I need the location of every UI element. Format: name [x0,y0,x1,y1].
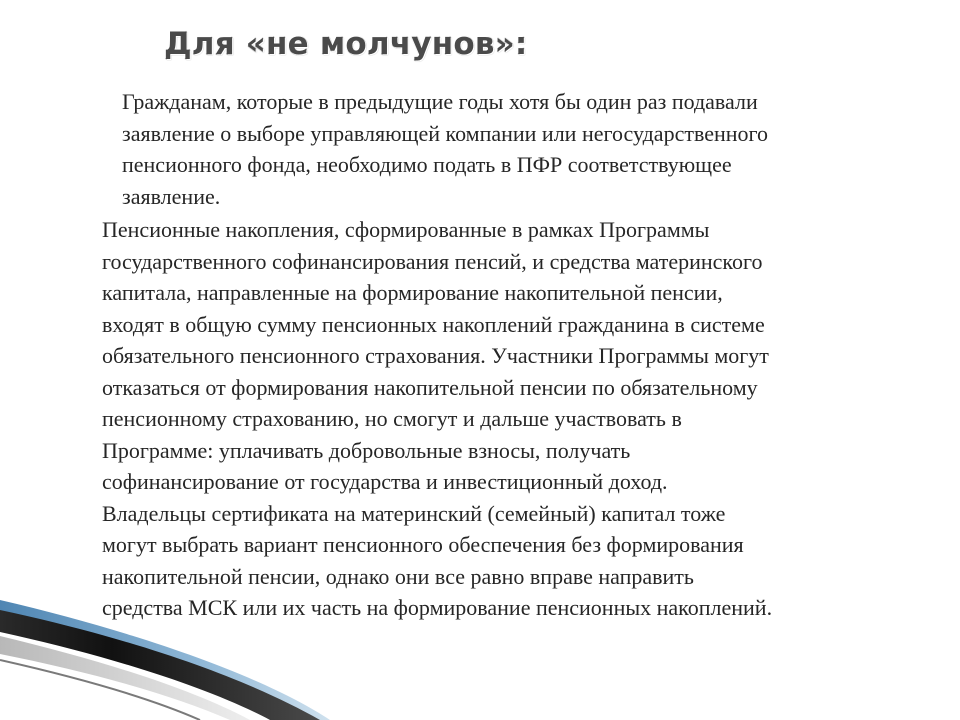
text-line: Программе: уплачивать добровольные взносы, получать [102,437,631,463]
text-line: средства МСК или их часть на формирование пенсионных накоплений. [102,595,773,620]
text-line: заявление. [122,183,221,209]
text-line: пенсионного фонда, необходимо подать в ПФР соответствующее [122,152,732,177]
text-line: пенсионному страхованию, но смогут и дальше участвовать в [102,406,682,431]
slide-title: Для «не молчунов»: [164,26,528,62]
text-line: накопительной пенсии, однако они все равно вправе направить [102,563,694,589]
text-line: Владельцы сертификата на материнский (семейный) капитал тоже [102,500,726,526]
page-curl-decoration [0,560,960,720]
slide-body [96,86,908,624]
text-line: Гражданам, которые в предыдущие годы хотя бы один раз подавали [122,89,758,114]
text-line: могут выбрать вариант пенсионного обеспечения без формирования [102,532,744,557]
text-line: Пенсионные накопления, сформированные в рамках Программы [102,217,710,242]
text-line: софинансирование от государства и инвестиционный доход. [102,469,668,494]
text-line: входят в общую сумму пенсионных накоплений гражданина в системе [102,311,765,337]
text-line: отказаться от формирования накопительной пенсии по обязательному [102,374,758,400]
text-line: заявление о выборе управляющей компании или негосударственного [122,120,768,146]
text-line: обязательного пенсионного страхования. Участники Программы могут [102,343,769,368]
text-line: капитала, направленные на формирование накопительной пенсии, [102,280,723,305]
paragraph-1 [96,86,908,212]
text-line: государственного софинансирования пенсий, и средства материнского [102,248,763,274]
